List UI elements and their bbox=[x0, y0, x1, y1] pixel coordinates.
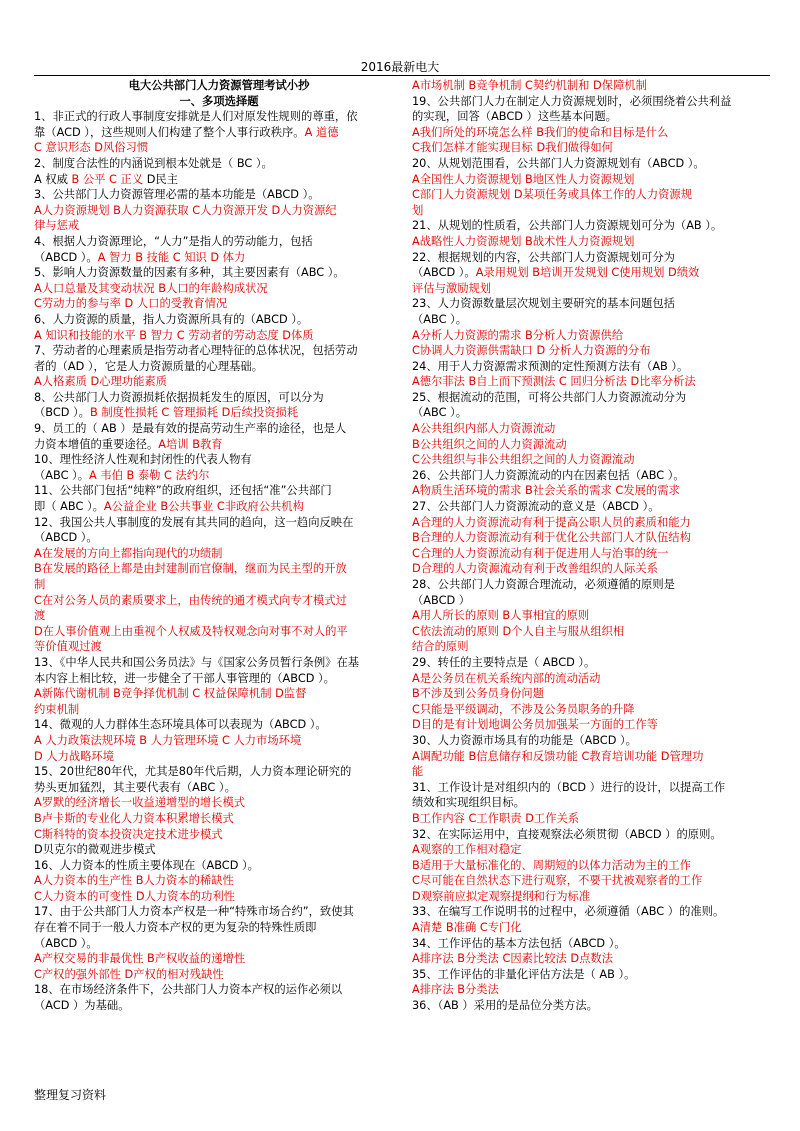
text-line bbox=[34, 281, 404, 297]
answer-text: A分析人力资源的需求 B分析人力资源供给 bbox=[412, 328, 624, 342]
question-text: 18、在市场经济条件下，公共部门人力资本产权的运作必须以 bbox=[34, 983, 343, 997]
answer-text: C只能是平级调动，不涉及公务员职务的升降 bbox=[412, 702, 635, 716]
question-text: 35、工作评估的非量化评估方法是（ AB ）。 bbox=[412, 967, 636, 981]
text-line bbox=[412, 250, 772, 266]
answer-text: B不涉及到公务员身份问题 bbox=[412, 687, 545, 701]
text-line bbox=[34, 218, 404, 234]
answer-text: C协调人力资源供需缺口 bbox=[412, 344, 533, 358]
answer-text: A 道德 bbox=[304, 125, 339, 139]
text-line bbox=[34, 515, 404, 531]
answer-text: A公益企业 B公共事业 C非政府公共机构 bbox=[103, 500, 304, 514]
answer-text: A 韦伯 B 泰勒 C 法约尔 bbox=[89, 468, 210, 482]
answer-text: A人力资源规划 B人力资源获取 C人力资源开发 D人力资源纪 bbox=[34, 203, 337, 217]
text-line bbox=[412, 125, 772, 141]
answer-text: C 意识形态 D风俗习惯 bbox=[34, 141, 149, 155]
text-line bbox=[34, 889, 404, 905]
text-line bbox=[412, 951, 772, 967]
text-line bbox=[412, 437, 772, 453]
question-text: 者的（AD ），它是人力资源质量的心理基础。 bbox=[34, 359, 264, 373]
text-line bbox=[34, 827, 404, 843]
answer-text: A产权交易的非最优性 B产权收益的递增性 bbox=[34, 952, 246, 966]
answer-text: 划 bbox=[412, 203, 424, 217]
text-line bbox=[412, 717, 772, 733]
text-line bbox=[34, 577, 404, 593]
answer-text: B工作内容 C工作职责 D工作关系 bbox=[412, 811, 580, 825]
text-line bbox=[34, 312, 404, 328]
text-line bbox=[412, 109, 772, 125]
text-line bbox=[412, 530, 772, 546]
question-text: 一、多项选择题 bbox=[179, 94, 259, 108]
answer-text: C尽可能在自然状态下进行观察，不要干扰被观察者的工作 bbox=[412, 874, 703, 888]
text-line bbox=[412, 577, 772, 593]
text-line bbox=[34, 842, 404, 858]
answer-text: C依法流动的原则 D个人自主与服从组织相 bbox=[412, 624, 625, 638]
answer-text: A我们所处的环境怎么样 B我们的使命和目标是什么 bbox=[412, 125, 669, 139]
answer-text: C合理的人力资源流动有利于促进用人与治事的统一 bbox=[412, 546, 669, 560]
text-line bbox=[34, 858, 404, 874]
text-line bbox=[412, 172, 772, 188]
question-text: 17、由于公共部门人力资本产权是一种“特殊市场合约”，致使其 bbox=[34, 905, 354, 919]
text-line bbox=[34, 624, 404, 640]
answer-text: A用人所长的原则 B人事相宜的原则 bbox=[412, 609, 590, 623]
text-line bbox=[34, 904, 404, 920]
text-line bbox=[34, 795, 404, 811]
answer-text: C在对公务人员的素质要求上，由传统的通才模式向专才模式过 bbox=[34, 593, 347, 607]
text-line bbox=[34, 140, 404, 156]
header-rule bbox=[34, 75, 770, 76]
answer-text: A排序法 B分类法 C因素比较法 D点数法 bbox=[412, 952, 613, 966]
answer-text: D 分析人力资源的分布 bbox=[532, 344, 651, 358]
answer-text: 制 bbox=[34, 578, 46, 591]
question-text: D民主 bbox=[143, 172, 179, 186]
answer-text: B卢卡斯的专业化人力资本积累增长模式 bbox=[34, 811, 234, 825]
text-line bbox=[412, 296, 772, 312]
question-text: 本内容上相比较，进一步健全了干部人事管理的（ABCD ）。 bbox=[34, 671, 335, 685]
question-text: 2、制度合法性的内涵说到根本处就是（ BC ）。 bbox=[34, 156, 273, 170]
text-line bbox=[412, 593, 772, 609]
text-line bbox=[34, 234, 404, 250]
text-line bbox=[412, 390, 772, 406]
text-line bbox=[412, 374, 772, 390]
answer-text: A人格素质 D心理功能素质 bbox=[34, 375, 167, 389]
question-text: 32、在实际运用中，直接观察法必须贯彻（ABCD ）的原则。 bbox=[412, 827, 722, 841]
question-text: 29、转任的主要特点是（ ABCD ）。 bbox=[412, 655, 596, 669]
section-title bbox=[34, 78, 404, 94]
question-text: 9、员工的（ AB ）是最有效的提高劳动生产率的途径，也是人 bbox=[34, 422, 347, 436]
text-line bbox=[412, 312, 772, 328]
text-line bbox=[34, 203, 404, 219]
question-text: （BCD ）。 bbox=[34, 406, 90, 420]
answer-text: B公共组织之间的人力资源流动 bbox=[412, 437, 567, 451]
text-line bbox=[412, 671, 772, 687]
text-line bbox=[412, 624, 772, 640]
question-text: （ABCD ）。 bbox=[34, 250, 98, 264]
question-text: 27、公共部门人力资源流动的意义是（ABCD ）。 bbox=[412, 500, 660, 514]
text-line bbox=[34, 328, 404, 344]
question-text: 13、《中华人民共和国公务员法》与《国家公务员暂行条例》在基 bbox=[34, 655, 360, 669]
text-line bbox=[34, 421, 404, 437]
answer-text: C斯科特的资本投资决定技术进步模式 bbox=[34, 827, 223, 841]
question-text: 16、人力资本的性质主要体现在（ABCD ）。 bbox=[34, 858, 259, 872]
question-text: （ABC ）。 bbox=[412, 312, 467, 326]
text-line bbox=[412, 608, 772, 624]
answer-text: D 人力战略环境 bbox=[34, 749, 115, 763]
question-text: 33、在编写工作说明书的过程中，必须遵循（ABC ）的准则。 bbox=[412, 905, 725, 919]
answer-text: A全国性人力资源规划 B地区性人力资源规划 bbox=[412, 172, 635, 186]
answer-text: D观察前应拟定观察提纲和行为标准 bbox=[412, 889, 591, 903]
text-line bbox=[412, 546, 772, 562]
answer-text: B在发展的路径上都是由封建制而官僚制，继而为民主型的开放 bbox=[34, 562, 347, 576]
question-text: 12、我国公共人事制度的发展有其共同的趋向，这一趋向反映在 bbox=[34, 515, 354, 529]
answer-text: A罗默的经济增长一收益递增型的增长模式 bbox=[34, 796, 246, 810]
question-text: 14、微观的人力群体生态环境具体可以表现为（ABCD ）。 bbox=[34, 718, 327, 732]
question-text: 1、非正式的行政人事制度安排就是人们对原发性规则的尊重，依 bbox=[34, 110, 358, 124]
answer-text: B 制度性损耗 C 管理损耗 D后续投资损耗 bbox=[89, 406, 299, 420]
question-text: A 权威 bbox=[34, 172, 68, 186]
question-text: 36、（AB ）采用的是品位分类方法。 bbox=[412, 999, 598, 1013]
text-line bbox=[34, 593, 404, 609]
answer-text: B合理的人力资源流动有利于优化公共部门人才队伍结构 bbox=[412, 531, 691, 545]
text-line bbox=[412, 936, 772, 952]
answer-text: A战略性人力资源规划 B战术性人力资源规划 bbox=[412, 234, 635, 248]
question-text: 即（ ABC ）。 bbox=[34, 500, 104, 514]
text-line bbox=[412, 904, 772, 920]
answer-text: B适用于大量标准化的、周期短的以体力活动为主的工作 bbox=[412, 858, 691, 872]
answer-text: C我们怎样才能实现目标 D我们做得如何 bbox=[412, 141, 613, 155]
question-text: 3、公共部门人力资源管理必需的基本功能是（ABCD ）。 bbox=[34, 188, 320, 202]
question-text: 4、根据人力资源理论，“人力”是指人的劳动能力，包括 bbox=[34, 234, 313, 248]
question-text: 30、人力资源市场具有的功能是（ABCD ）。 bbox=[412, 733, 637, 747]
text-line bbox=[34, 374, 404, 390]
answer-text: D在人事价值观上由重视个人权威及特权观念向对事不对人的平 bbox=[34, 624, 348, 638]
text-line bbox=[412, 702, 772, 718]
text-line bbox=[412, 265, 772, 281]
text-line bbox=[412, 749, 772, 765]
text-line bbox=[412, 328, 772, 344]
text-line bbox=[412, 218, 772, 234]
question-text: （ABCD ）。 bbox=[34, 531, 98, 545]
question-text: 7、劳动者的心理素质是指劳动者心理特征的总体状况，包括劳动 bbox=[34, 344, 358, 358]
text-line bbox=[34, 686, 404, 702]
answer-text: A是公务员在机关系统内部的流动活动 bbox=[412, 671, 601, 685]
text-line bbox=[412, 187, 772, 203]
question-text: 6、人力资源的质量，指人力资源所具有的（ABCD ）。 bbox=[34, 312, 309, 326]
text-line bbox=[412, 998, 772, 1014]
text-line bbox=[412, 499, 772, 515]
text-line bbox=[34, 452, 404, 468]
text-line bbox=[34, 499, 404, 515]
answer-text: A物质生活环境的需求 B社会关系的需求 C发展的需求 bbox=[412, 484, 680, 498]
answer-text: A市场机制 B竞争机制 C契约机制和 D保障机制 bbox=[412, 79, 647, 92]
answer-text: A合理的人力资源流动有利于提高公职人员的素质和能力 bbox=[412, 515, 691, 529]
question-text: （ABCD ）。 bbox=[34, 936, 98, 950]
text-line bbox=[34, 733, 404, 749]
text-line bbox=[412, 889, 772, 905]
text-line bbox=[412, 780, 772, 796]
question-text: （ABC ）。 bbox=[34, 468, 89, 482]
text-line bbox=[34, 936, 404, 952]
answer-text: C公共组织与非公共组织之间的人力资源流动 bbox=[412, 453, 635, 467]
section-title bbox=[34, 94, 404, 110]
left-column bbox=[34, 78, 404, 1014]
text-line bbox=[34, 608, 404, 624]
text-line bbox=[412, 405, 772, 421]
question-text: 存在着不同于一般人力资本产权的更为复杂的特殊性质即 bbox=[34, 921, 317, 935]
answer-text: A人力资本的生产性 B人力资本的稀缺性 bbox=[34, 874, 234, 888]
text-line bbox=[412, 967, 772, 983]
answer-text: A 知识和技能的水平 B 智力 C 劳动者的劳动态度 D体质 bbox=[34, 328, 314, 342]
text-line bbox=[34, 125, 404, 141]
text-line bbox=[34, 343, 404, 359]
text-line bbox=[412, 78, 772, 94]
text-line bbox=[412, 359, 772, 375]
text-line bbox=[34, 250, 404, 266]
text-line bbox=[412, 686, 772, 702]
text-line bbox=[412, 140, 772, 156]
question-text: （ABCD ）。 bbox=[412, 266, 476, 280]
answer-text: C部门人力资源规划 D某项任务或具体工作的人力资源规 bbox=[412, 188, 693, 202]
answer-text: 律与惩戒 bbox=[34, 219, 80, 233]
answer-text: 渡 bbox=[34, 609, 46, 623]
text-line bbox=[412, 733, 772, 749]
answer-text: C人力资本的可变性 D人力资本的功利性 bbox=[34, 889, 235, 903]
text-line bbox=[412, 842, 772, 858]
text-line bbox=[412, 452, 772, 468]
text-line bbox=[412, 343, 772, 359]
text-line bbox=[34, 639, 404, 655]
text-line bbox=[34, 390, 404, 406]
text-line bbox=[412, 234, 772, 250]
question-text: （ABC ）。 bbox=[412, 406, 467, 420]
text-line bbox=[412, 795, 772, 811]
question-text: 10、理性经济人性观和封闭性的代表人物有 bbox=[34, 453, 252, 467]
question-text: 力资本增值的重要途径。 bbox=[34, 437, 159, 451]
text-line bbox=[34, 920, 404, 936]
question-text: 23、人力资源数量层次规划主要研究的基本问题包括 bbox=[412, 297, 675, 311]
text-line bbox=[34, 702, 404, 718]
question-text: （ACD ）为基础。 bbox=[34, 999, 130, 1013]
text-line bbox=[412, 920, 772, 936]
answer-text: A调配功能 B信息储存和反馈功能 C教育培训功能 D管理功 bbox=[412, 749, 704, 763]
answer-text: B 公平 C 正义 bbox=[67, 172, 144, 186]
text-line bbox=[34, 998, 404, 1014]
text-line bbox=[412, 483, 772, 499]
text-line bbox=[34, 717, 404, 733]
text-line bbox=[34, 951, 404, 967]
answer-text: D 人口的受教育情况 bbox=[120, 297, 228, 311]
right-column bbox=[412, 78, 772, 1014]
text-line bbox=[412, 858, 772, 874]
answer-text: 结合的原则 bbox=[412, 640, 469, 654]
answer-text: A排序法 B分类法 bbox=[412, 983, 499, 997]
question-text: 28、公共部门人力资源合理流动，必须遵循的原则是 bbox=[412, 578, 675, 591]
text-line bbox=[412, 281, 772, 297]
answer-text: D目的是有计划地调公务员加强某一方面的工作等 bbox=[412, 718, 658, 732]
text-line bbox=[412, 421, 772, 437]
text-line bbox=[412, 561, 772, 577]
answer-text: A观察的工作相对稳定 bbox=[412, 843, 522, 857]
question-text: 19、公共部门人力在制定人力资源规划时，必须围绕着公共利益 bbox=[412, 94, 732, 108]
text-line bbox=[34, 873, 404, 889]
text-line bbox=[412, 639, 772, 655]
text-line bbox=[34, 671, 404, 687]
answer-text: C 回归分析法 D比率分析法 bbox=[555, 375, 696, 389]
page-footer: 整理复习资料 bbox=[34, 1088, 107, 1102]
text-line bbox=[34, 265, 404, 281]
text-line bbox=[412, 94, 772, 110]
text-line bbox=[412, 515, 772, 531]
question-text: 绩效和实现组织目标。 bbox=[412, 796, 525, 810]
question-text: 8、公共部门人力资源损耗依据损耗发生的原因，可以分为 bbox=[34, 390, 324, 404]
question-text: 25、根据流动的范围，可将公共部门人力资源流动分为 bbox=[412, 390, 687, 404]
text-line bbox=[412, 982, 772, 998]
question-text: 22、根据规划的内容，公共部门人力资源规划可分为 bbox=[412, 250, 675, 264]
text-line bbox=[34, 749, 404, 765]
page-header: 2016最新电大 bbox=[360, 60, 440, 74]
text-line bbox=[412, 156, 772, 172]
text-line bbox=[34, 561, 404, 577]
text-line bbox=[34, 359, 404, 375]
text-line bbox=[34, 437, 404, 453]
text-line bbox=[34, 156, 404, 172]
text-line bbox=[412, 468, 772, 484]
text-line bbox=[34, 483, 404, 499]
answer-text: 能 bbox=[412, 765, 424, 779]
question-text: 电大公共部门人力资源管理考试小抄 bbox=[128, 79, 310, 92]
answer-text: A 人力政策法规环境 B 人力管理环境 C 人力市场环境 bbox=[34, 733, 302, 747]
text-line bbox=[34, 655, 404, 671]
question-text: 势头更加猛烈，其主要代表有（ABC ）。 bbox=[34, 780, 236, 794]
question-text: D贝克尔的微观进步模式 bbox=[34, 843, 156, 857]
text-line bbox=[412, 655, 772, 671]
text-line bbox=[412, 811, 772, 827]
text-line bbox=[34, 780, 404, 796]
question-text: 5、影响人力资源数量的因素有多种，其主要因素有（ABC ）。 bbox=[34, 266, 345, 280]
text-line bbox=[34, 764, 404, 780]
answer-text: A新陈代谢机制 B竞争择优机制 C 权益保障机制 D监督 bbox=[34, 687, 307, 701]
answer-text: A清楚 B准确 C专门化 bbox=[412, 921, 522, 935]
answer-text: 等价值观过渡 bbox=[34, 640, 102, 654]
question-text: 21、从规划的性质看，公共部门人力资源规划可分为（AB ）。 bbox=[412, 219, 723, 233]
text-line bbox=[412, 203, 772, 219]
question-text: 26、公共部门人力资源流动的内在因素包括（ABC ）。 bbox=[412, 468, 685, 482]
answer-text: A 智力 B 技能 C 知识 D 体力 bbox=[97, 250, 246, 264]
answer-text: A德尔菲法 B自上而下预测法 bbox=[412, 375, 556, 389]
question-text: 15、20世纪80年代，尤其是80年代后期，人力资本理论研究的 bbox=[34, 765, 352, 779]
answer-text: A录用规划 B培训开发规划 C使用规划 D绩效 bbox=[475, 266, 700, 280]
question-text: 31、工作设计是对组织内的（BCD ）进行的设计，以提高工作 bbox=[412, 780, 726, 794]
answer-text: A人口总量及其变动状况 B人口的年龄构成状况 bbox=[34, 281, 268, 295]
question-text: 34、工作评估的基本方法包括（ABCD ）。 bbox=[412, 936, 626, 950]
text-line bbox=[34, 967, 404, 983]
question-text: 靠（ACD ），这些规则人们构建了整个人事行政秩序。 bbox=[34, 125, 305, 139]
text-line bbox=[34, 405, 404, 421]
text-line bbox=[34, 468, 404, 484]
text-line bbox=[34, 546, 404, 562]
text-line bbox=[34, 811, 404, 827]
text-line bbox=[34, 187, 404, 203]
text-line bbox=[34, 109, 404, 125]
question-text: （ABCD ） bbox=[412, 593, 471, 607]
text-line bbox=[412, 764, 772, 780]
question-text: 24、用于人力资源需求预测的定性预测方法有（AB ）。 bbox=[412, 359, 689, 373]
answer-text: 评估与激励规划 bbox=[412, 281, 492, 295]
text-line bbox=[34, 172, 404, 188]
answer-text: C产权的强外部性 D产权的相对残缺性 bbox=[34, 967, 224, 981]
question-text: 的实现，回答（ABCD ）这些基本问题。 bbox=[412, 110, 617, 124]
answer-text: A公共组织内部人力资源流动 bbox=[412, 422, 556, 436]
answer-text: 约束机制 bbox=[34, 702, 80, 716]
text-line bbox=[412, 873, 772, 889]
text-line bbox=[34, 982, 404, 998]
answer-text: A在发展的方向上都指向现代的功绩制 bbox=[34, 546, 223, 560]
text-line bbox=[34, 296, 404, 312]
question-text: 20、从规划范围看，公共部门人力资源规划有（ABCD ）。 bbox=[412, 156, 705, 170]
text-line bbox=[412, 827, 772, 843]
answer-text: A培训 B教育 bbox=[158, 437, 223, 451]
answer-text: D合理的人力资源流动有利于改善组织的人际关系 bbox=[412, 562, 658, 576]
text-line bbox=[34, 530, 404, 546]
question-text: 11、公共部门包括“纯粹”的政府组织，还包括“准”公共部门 bbox=[34, 484, 332, 498]
answer-text: C劳动力的参与率 bbox=[34, 297, 121, 311]
